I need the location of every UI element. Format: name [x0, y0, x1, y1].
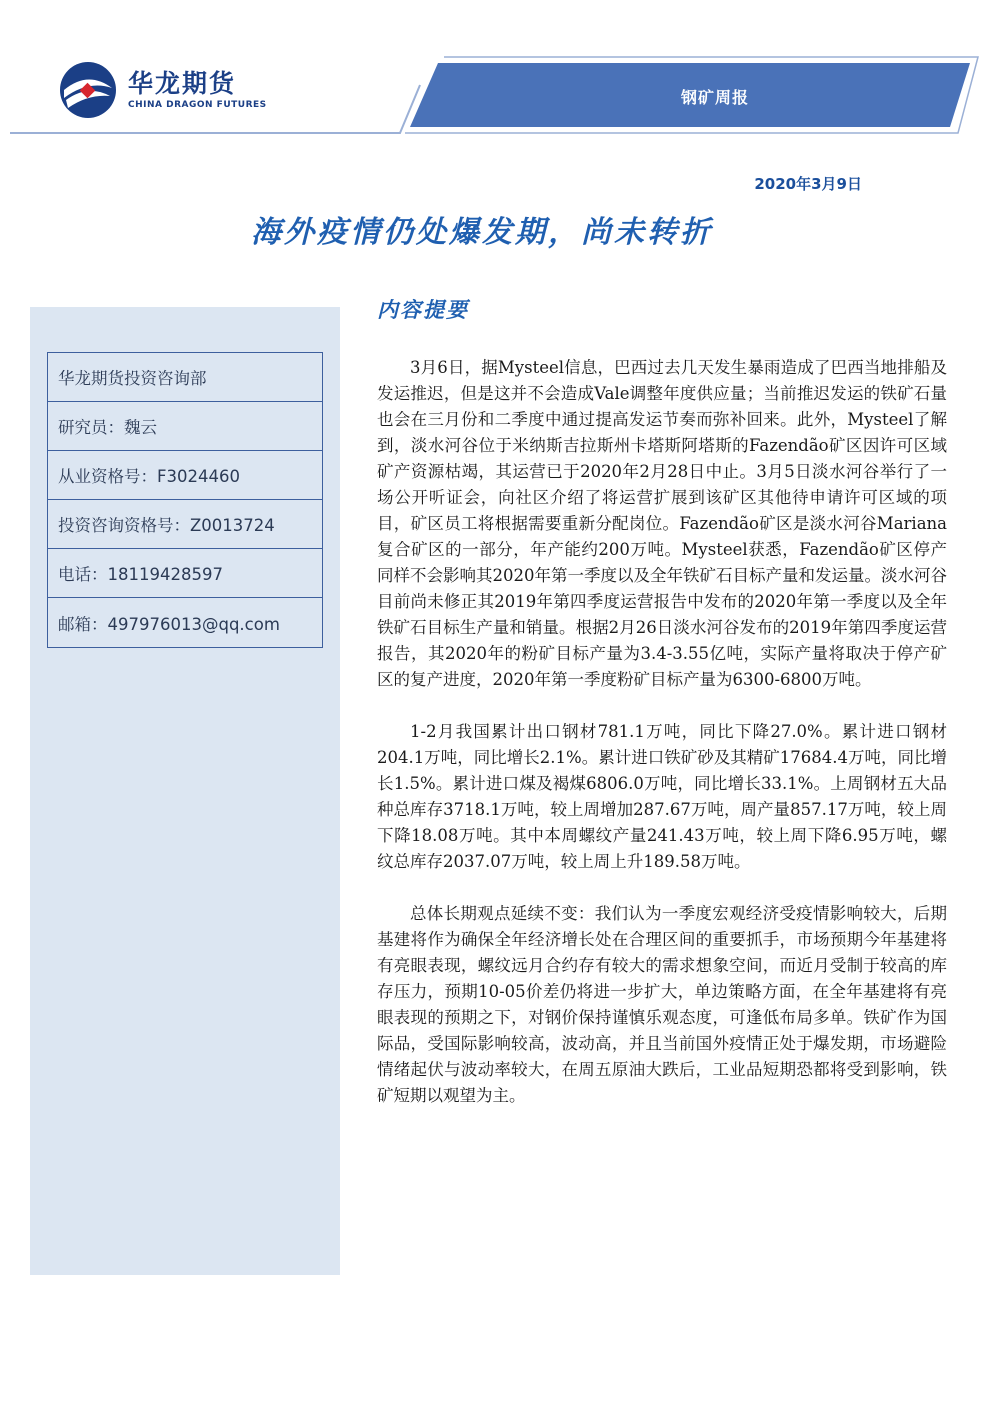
summary-paragraph-1: 3月6日，据Mysteel信息，巴西过去几天发生暴雨造成了巴西当地排船及发运推迟，但是这并不会造成Vale调整年度供应量；当前推迟发运的铁矿石量也会在三月份和二季度中通过提高发运节奏而弥补回来。此外，Mysteel了解到，淡水河谷位于米纳斯吉拉斯州卡塔斯阿塔斯的Fazendão矿区因许可区域矿产资源枯竭，其运营已于2020年2月28日中止。3月5日淡水河谷举行了一场公开听证会，向社区介绍了将运营扩展到该矿区其他待申请许可区域的项目，矿区员工将根据需要重新分配岗位。Fazendão矿区是淡水河谷Mariana复合矿区的一部分，年产能约200万吨。Mysteel获悉，Fazendão矿区停产同样不会影响其2020年第一季度以及全年铁矿石目标产量和发运量。淡水河谷目前尚未修正其2019年第四季度运营报告中发布的2020年第一季度以及全年铁矿石目标生产量和销量。根据2月26日淡水河谷发布的2019年第四季度运营报告，其2020年的粉矿目标产量为3.4-3.55亿吨，实际产量将取决于停产矿区的复产进度，2020年第一季度粉矿目标产量为6300-6800万吨。 — [377, 358, 947, 689]
sidebar-panel — [30, 307, 340, 1275]
summary-paragraph-3: 总体长期观点延续不变：我们认为一季度宏观经济受疫情影响较大，后期基建将作为确保全年经济增长处在合理区间的重要抓手，市场预期今年基建将有亮眼表现，螺纹远月合约存有较大的需求想象空间，而近月受制于较高的库存压力，预期10-05价差仍将进一步扩大，单边策略方面，在全年基建将有亮眼表现的预期之下，对钢价保持谨慎乐观态度，可逢低布局多单。铁矿作为国际品，受国际影响较高，波动高，并且当前国外疫情正处于爆发期，市场避险情绪起伏与波动率较大，在周五原油大跌后，工业品短期恐都将受到影响，铁矿短期以观望为主。 — [377, 904, 947, 1105]
company-logo — [58, 60, 288, 122]
summary-body — [377, 355, 947, 1135]
info-qualification-number: 从业资格号：F3024460 — [48, 451, 322, 500]
summary-heading: 内容提要 — [377, 297, 469, 322]
report-type-label: 钢矿周报 — [680, 88, 749, 107]
info-department: 华龙期货投资咨询部 — [48, 353, 322, 402]
info-email: 邮箱：497976013@qq.com — [58, 614, 280, 634]
info-phone: 电话：18119428597 — [48, 549, 322, 598]
summary-paragraph-2: 1-2月我国累计出口钢材781.1万吨，同比下降27.0%。累计进口钢材204.1万吨，同比增长2.1%。累计进口铁矿砂及其精矿17684.4万吨，同比增长1.5%。累计进口煤及褐煤6806.0万吨，同比增长33.1%。上周钢材五大品种总库存3718.1万吨，较上周增加287.67万吨，周产量857.17万吨，较上周下降18.08万吨。其中本周螺纹产量241.43万吨，较上周下降6.95万吨，螺纹总库存2037.07万吨，较上周上升189.58万吨。 — [377, 722, 947, 871]
info-researcher: 研究员：魏云 — [48, 402, 322, 451]
info-consulting-license: 投资咨询资格号：Z0013724 — [48, 500, 322, 549]
logo-english-name: CHINA DRAGON FUTURES — [128, 100, 267, 110]
contact-info-box — [47, 352, 323, 648]
logo-chinese-name: 华龙期货 — [128, 69, 237, 98]
dragon-logo-icon — [58, 60, 118, 120]
report-title: 海外疫情仍处爆发期，尚未转折 — [251, 215, 713, 250]
report-date: 2020年3月9日 — [754, 175, 862, 193]
